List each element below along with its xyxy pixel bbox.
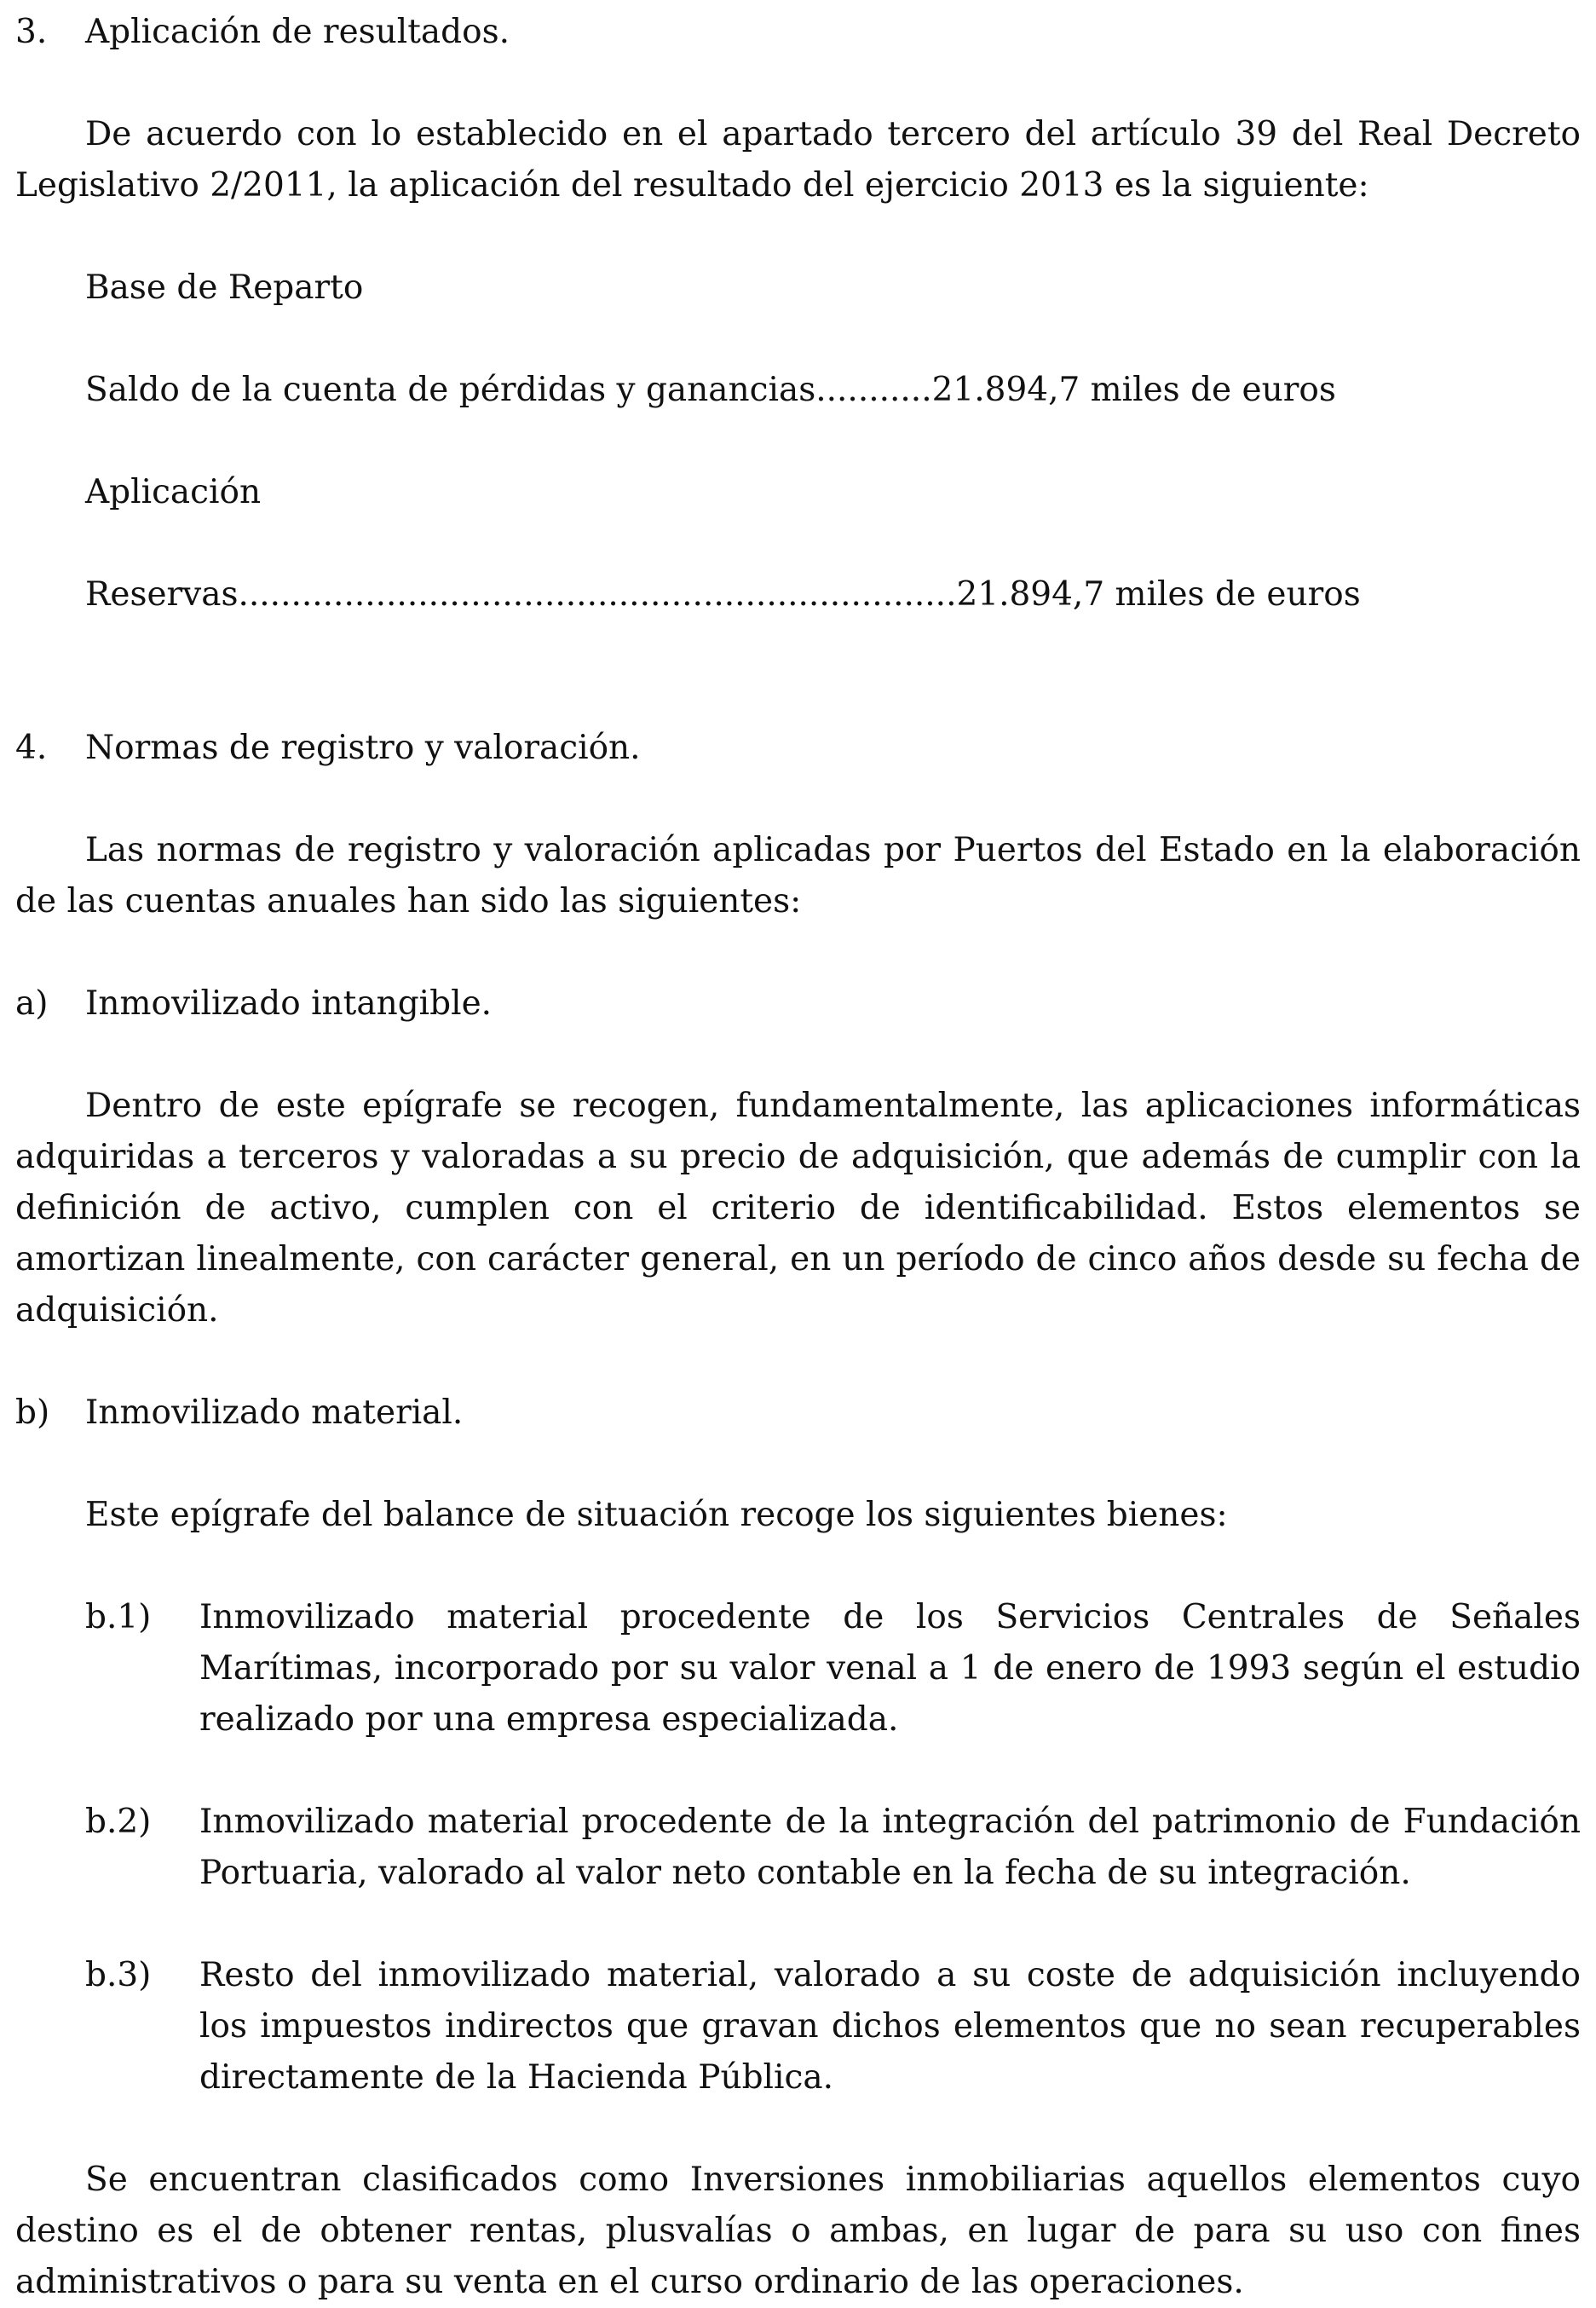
section-title: Normas de registro y valoración. (85, 729, 641, 767)
section-3-heading (15, 7, 1581, 58)
subsection-b-heading (15, 1388, 1581, 1439)
subsection-a-text: Dentro de este epígrafe se recogen, fundamentalmente, las aplicaciones informáticas adquiridas a terceros y valoradas a su precio de adquisición, que además de cumplir con la definición de activo, cumplen con el criterio de identificabilidad. Estos elementos se amortizan linealmente, con carácter general, en un período de cinco años desde su fecha de adquisición. (15, 1087, 1581, 1330)
reservas-line: Reservas....................................................................21.894,7 miles de euros (85, 575, 1361, 614)
subsection-b-intro: Este epígrafe del balance de situación recoge los siguientes bienes: (85, 1496, 1228, 1534)
subsection-a-heading (15, 978, 1581, 1030)
document-page (15, 7, 1581, 2308)
saldo-line: Saldo de la cuenta de pérdidas y ganancias...........21.894,7 miles de euros (85, 371, 1336, 409)
section-4-heading (15, 723, 1581, 774)
section-title: Aplicación de resultados. (85, 13, 510, 51)
list-item-text: Inmovilizado material procedente de la integración del patrimonio de Fundación Portuaria, valorado al valor neto contable en la fecha de su integración. (199, 1803, 1581, 1892)
list-item-text: Resto del inmovilizado material, valorado a su coste de adquisición incluyendo los impuestos indirectos que gravan dichos elementos que no sean recuperables directamente de la Hacienda Pública. (199, 1956, 1581, 2097)
subsection-title: Inmovilizado intangible. (85, 984, 493, 1023)
subsection-number: a) (15, 984, 49, 1023)
subsection-title: Inmovilizado material. (85, 1393, 464, 1432)
list-item (15, 1592, 1581, 1745)
list-item (15, 1950, 1581, 2103)
subsection-number: b) (15, 1393, 50, 1432)
section-number: 3. (15, 13, 48, 51)
list-item-text: Inmovilizado material procedente de los Servicios Centrales de Señales Marítimas, incorporado por su valor venal a 1 de enero de 1993 según el estudio realizado por una empresa especializada. (199, 1598, 1581, 1739)
section-number: 4. (15, 729, 48, 767)
list-item (15, 1797, 1581, 1899)
list-item-number: b.2) (85, 1803, 152, 1841)
closing-paragraph: Se encuentran clasificados como Inversiones inmobiliarias aquellos elementos cuyo destino es el de obtener rentas, plusvalías o ambas, en lugar de para su uso con fines administrativos o para su venta en el curso ordinario de las operaciones. (15, 2161, 1581, 2301)
list-item-number: b.1) (85, 1598, 152, 1636)
list-item-number: b.3) (85, 1956, 152, 1994)
section-3-intro: De acuerdo con lo establecido en el apartado tercero del artículo 39 del Real Decreto Legislativo 2/2011, la aplicación del resultado del ejercicio 2013 es la siguiente: (15, 115, 1581, 205)
section-4-intro: Las normas de registro y valoración aplicadas por Puertos del Estado en la elaboración de las cuentas anuales han sido las siguientes: (15, 831, 1581, 920)
aplicacion-label: Aplicación (85, 473, 262, 511)
base-reparto-label: Base de Reparto (85, 268, 364, 307)
